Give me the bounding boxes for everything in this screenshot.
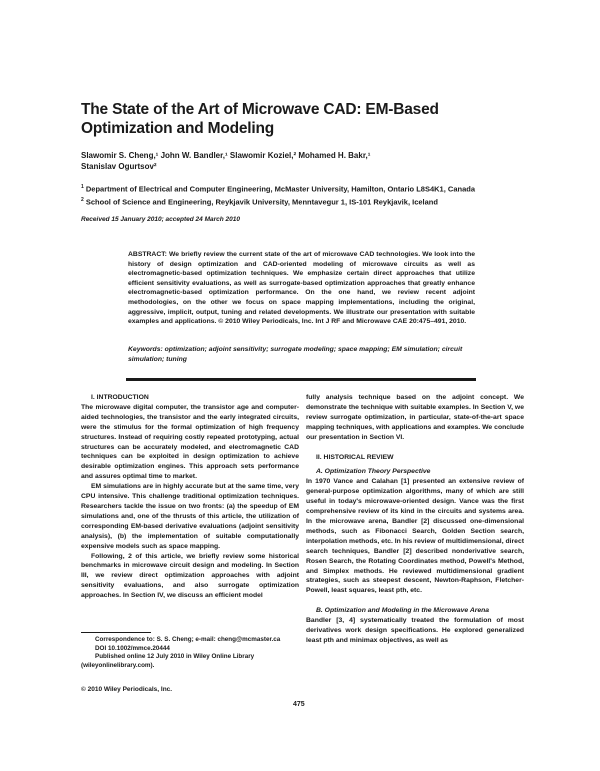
received-dates: Received 15 January 2010; accepted 24 March 2010 <box>81 216 240 223</box>
paragraph: In 1970 Vance and Calahan [1] presented an extensive review of general-purpose optimization algorithms, many of which are still useful in today's microwave-oriented design. Vance was the first comprehensive review of its kind in the circuits and systems area. In the microwave arena, Bandler [2] discussed one-dimensional methods, such as Fibonacci Search, Golden Section search, interpolation methods, etc. In his review of multidimensional, direct search techniques, Bandler [2] described nonderivative search, Rosen Search, the Rotating Coordinates method, Powell's Method, and Simplex methods. He reviewed multidimensional gradient strategies, such as steepest descent, Newton-Raphson, Fletcher-Powell, least squares, least pth, etc. <box>306 478 524 595</box>
paper-title: The State of the Art of Microwave CAD: EM-Based Optimization and Modeling <box>81 101 439 137</box>
left-column <box>81 393 299 601</box>
paragraph: fully analysis technique based on the adjoint concept. We demonstrate the technique with suitable examples. In Section V, we review surrogate optimization, in particular, state-of-the-art space mapping techniques, with applications and examples. We conclude our presentation in Section VI. <box>306 394 524 441</box>
affiliation-1: $^1$ Department of Electrical and Computer Engineering, McMaster University, Hamilton, Ontario L8S4K1, Canada <box>81 184 475 194</box>
section-heading-historical-review: II. HISTORICAL REVIEW <box>316 453 394 461</box>
keywords: Keywords: optimization; adjoint sensitivity; surrogate modeling; space mapping; EM simulation; circuit simulation; tuning <box>128 346 463 363</box>
authors-line-1: Slawomir S. Cheng,¹ John W. Bandler,¹ Slawomir Koziel,² Mohamed H. Bakr,¹ <box>81 151 371 160</box>
paragraph: The microwave digital computer, the transistor age and computer-aided technologies, the transistor and the early integrated circuits, were the stimulus for the formal optimization of high frequency structures. Instead of requiring costly repeated prototyping, actual structures can be accurately modeled, and electromagnetic CAD techniques can be exploited in design optimization to achieve desirable optimization engines. This approach sets performance and assures optimal time to market. <box>81 403 299 481</box>
abstract-divider <box>126 378 476 381</box>
affiliations <box>81 182 521 208</box>
footnote-correspondence: Correspondence to: S. S. Cheng; e-mail: cheng@mcmaster.ca <box>95 636 281 643</box>
page-number: 475 <box>293 701 305 708</box>
subsection-heading-a: A. Optimization Theory Perspective <box>316 468 431 476</box>
abstract-text: We briefly review the current state of the art of microwave CAD technologies. We look into the history of design optimization and CAD-oriented modeling of microwave circuits as well as electromagnetic-based optimization techniques. We emphasize certain direct approaches that utilize efficient sensitivity evaluations, as well as surrogate-based optimization approaches that greatly enhance electromagnetic-based optimization performance. On the one hand, we review recent adjoint methodologies, on the other we focus on space mapping implementations, including the original, aggressive, implicit, output, tuning and related developments. We illustrate our presentation with suitable examples and applications. <box>128 251 476 326</box>
paragraph: EM simulations are in highly accurate but at the same time, very CPU intensive. This challenge traditional optimization techniques. Researchers tackle the issue on two fronts: (a) the speedup of EM simulations and, one of the thrusts of this article, the utilization of corresponding EM-based derivative evaluations (adjoint sensitivity analysis), (b) the implementation of suitable computationally expensive models such as space mapping. <box>81 483 299 550</box>
paragraph: Following, 2 of this article, we briefly review some historical benchmarks in microwave circuit design and modeling. In Section III, we review direct optimization approaches with adjoint sensitivity evaluations, and also surrogate optimization approaches. In Section IV, we discuss an efficient model <box>81 552 299 600</box>
affiliation-2: $^2$ School of Science and Engineering, Reykjavik University, Menntavegur 1, IS-101 Reykjavik, Iceland <box>81 197 438 207</box>
abstract-label: ABSTRACT: <box>128 251 167 258</box>
subsection-heading-b: B. Optimization and Modeling in the Microwave Arena <box>316 607 490 615</box>
abstract-citation: © 2010 Wiley Periodicals, Inc. Int J RF and Microwave CAE 20:475–491, 2010. <box>218 318 467 326</box>
footnote-doi: DOI 10.1002/mmce.20444 <box>95 644 170 652</box>
author-list <box>81 150 521 172</box>
footnote-published: Published online 12 July 2010 in Wiley Online Library (wileyonlinelibrary.com). <box>81 653 255 670</box>
paragraph: Bandler [3, 4] systematically treated the formulation of most derivatives work design specifications. He explored generalized least pth and minimax objectives, as well as <box>306 617 524 644</box>
footnote <box>81 636 299 671</box>
authors-line-2: Stanislav Ogurtsov² <box>81 162 157 171</box>
abstract <box>128 250 475 327</box>
section-heading-introduction: I. INTRODUCTION <box>91 394 149 401</box>
footnote-divider <box>81 632 151 633</box>
right-column <box>306 393 524 646</box>
copyright: © 2010 Wiley Periodicals, Inc. <box>81 686 173 693</box>
